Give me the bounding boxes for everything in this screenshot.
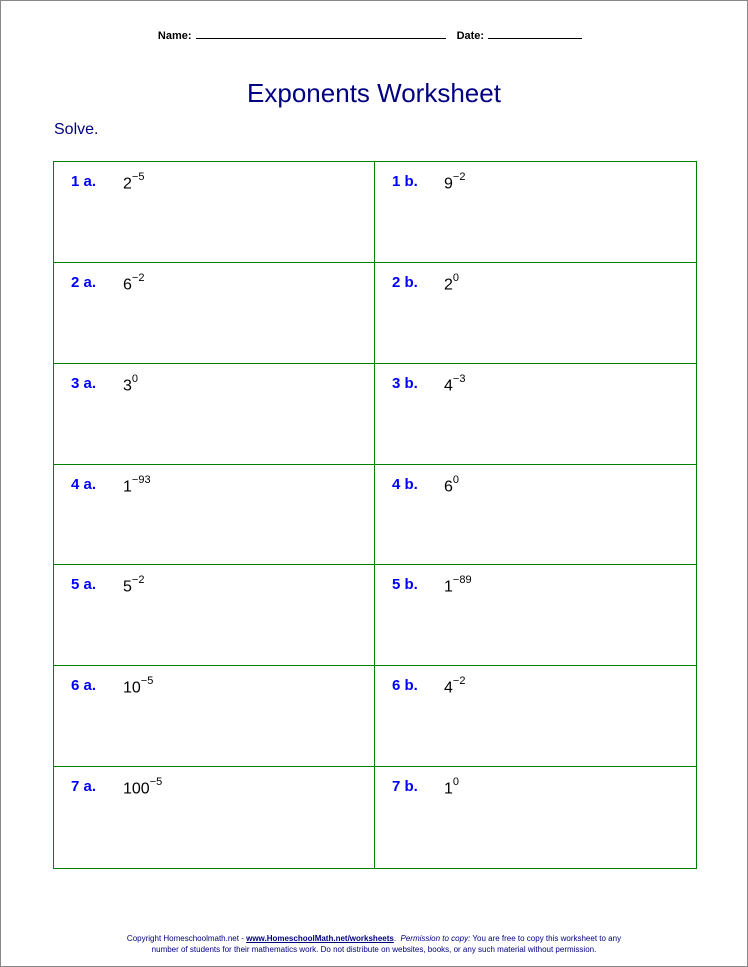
exponent: −2	[452, 675, 466, 688]
problem-expression	[123, 677, 153, 697]
exponent: −5	[131, 171, 145, 183]
problem-number: 7 b.	[392, 778, 418, 796]
page-title: Exponents Worksheet	[247, 78, 501, 108]
problem-expression	[444, 576, 472, 596]
base: 4	[444, 377, 453, 395]
problem-cell[interactable]	[375, 162, 696, 263]
exponent: −5	[140, 675, 154, 688]
permission-text-2: number of students for their mathematics work. Do not distribute on websites, books, or any such material without permission.	[151, 945, 597, 954]
problem-number: 3 b.	[392, 374, 418, 392]
problem-expression	[123, 576, 144, 596]
problem-cell[interactable]	[375, 364, 696, 465]
problem-cell[interactable]	[375, 565, 696, 666]
problem-number: 6 b.	[392, 677, 418, 695]
problem-cell[interactable]	[54, 565, 375, 666]
problem-expression	[123, 372, 139, 395]
base: 1	[123, 477, 132, 495]
base: 10	[123, 679, 141, 697]
base: 100	[123, 780, 150, 798]
problem-cell[interactable]	[54, 666, 375, 767]
problem-number: 1 b.	[392, 173, 418, 190]
name-field[interactable]	[196, 28, 446, 39]
problem-number: 4 b.	[392, 475, 418, 493]
problem-cell[interactable]	[54, 263, 375, 364]
problem-number: 6 a.	[71, 677, 97, 695]
base: 9	[444, 175, 453, 193]
exponent: 0	[131, 372, 139, 385]
problem-number: 5 a.	[71, 576, 97, 594]
exponent: −2	[131, 574, 145, 587]
base: 2	[444, 276, 453, 294]
exponent: 0	[452, 473, 460, 486]
exponent: −2	[131, 271, 145, 284]
problem-number: 1 a.	[71, 173, 97, 190]
problem-cell[interactable]	[375, 465, 696, 566]
base: 6	[444, 477, 453, 495]
exponent: 0	[452, 271, 460, 284]
problem-expression	[444, 271, 460, 294]
problem-expression	[444, 778, 459, 798]
problem-number: 2 b.	[392, 273, 418, 291]
exponent: 0	[452, 776, 460, 789]
exponent: −3	[452, 372, 466, 385]
base: 6	[123, 276, 132, 294]
problem-number: 5 b.	[392, 576, 418, 594]
base: 4	[444, 679, 453, 697]
problem-expression	[444, 372, 466, 395]
problem-number: 2 a.	[71, 273, 97, 291]
problem-cell[interactable]	[375, 767, 696, 868]
date-label: Date:	[456, 30, 485, 42]
problem-number: 7 a.	[71, 778, 97, 796]
base: 1	[444, 780, 453, 798]
exponent: −5	[149, 776, 163, 789]
problem-cell[interactable]	[54, 162, 375, 263]
name-label: Name:	[157, 30, 192, 42]
instruction: Solve.	[54, 121, 99, 138]
problem-cell[interactable]	[54, 767, 375, 868]
problem-expression	[123, 778, 162, 798]
base: 5	[123, 578, 132, 596]
date-field[interactable]	[488, 28, 582, 39]
exponent: −2	[452, 171, 466, 183]
base: 3	[123, 377, 132, 395]
problem-number: 3 a.	[71, 374, 97, 392]
problem-number: 4 a.	[71, 475, 97, 493]
problem-grid	[53, 161, 697, 869]
footer: Copyright Homeschoolmath.net - www.HomeschoolMath.net/worksheets. Permission to copy: You are free to copy this worksheet to any number of students for their mathematics work. Do not distribute on websites, books, or any such material without permission.	[126, 934, 622, 954]
problem-cell[interactable]	[375, 263, 696, 364]
problem-expression	[123, 271, 145, 294]
problem-expression	[444, 473, 460, 496]
problem-expression	[123, 173, 144, 193]
problem-cell[interactable]	[54, 364, 375, 465]
problem-expression	[123, 473, 151, 496]
problem-expression	[444, 677, 465, 697]
problem-cell[interactable]	[375, 666, 696, 767]
exponent: −93	[131, 473, 151, 486]
exponent: −89	[452, 574, 472, 587]
worksheets-link[interactable]: www.HomeschoolMath.net/worksheets	[246, 934, 394, 943]
base: 2	[123, 175, 132, 193]
permission-text-1: You are free to copy this worksheet to any	[470, 934, 622, 943]
problem-cell[interactable]	[54, 465, 375, 566]
copyright-text: Copyright Homeschoolmath.net -	[126, 934, 247, 943]
base: 1	[444, 578, 453, 596]
problem-expression	[444, 173, 465, 193]
permission-label: Permission to copy:	[400, 934, 471, 943]
name-date-header	[0, 28, 748, 42]
